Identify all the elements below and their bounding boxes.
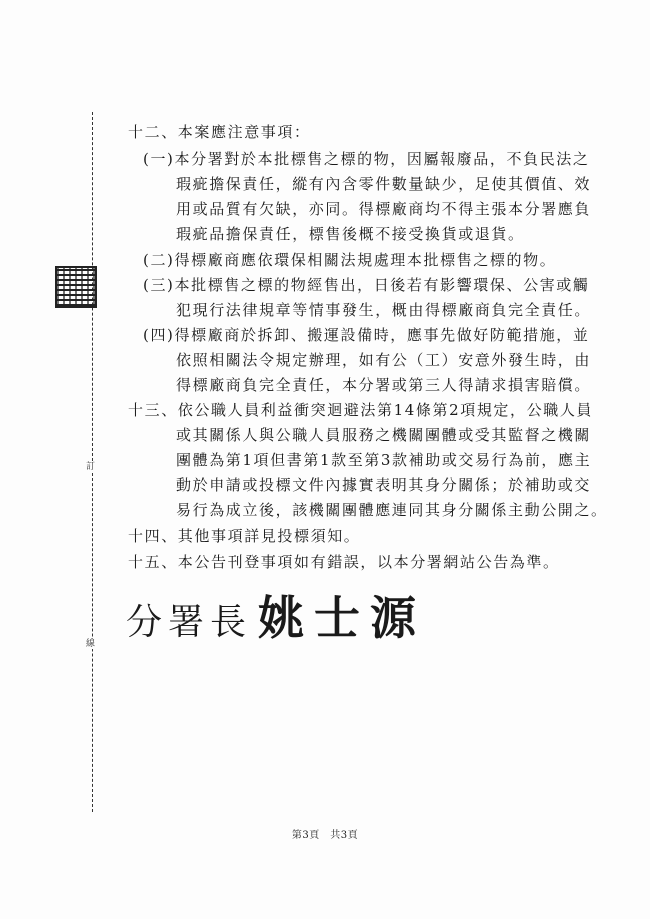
section-12-3-line-2: 犯現行法律規章等情事發生，概由得標廠商負完全責任。	[176, 301, 592, 319]
section-12-1-line-4: 瑕疵品擔保責任，標售後概不接受換貨或退貨。	[176, 225, 525, 243]
section-12-2: (二)得標廠商應依環保相關法規處理本批標售之標的物。	[143, 251, 557, 269]
seal-stamp-image	[55, 266, 97, 308]
section-12-3-line-1: (三)本批標售之標的物經售出，日後若有影響環保、公害或觸	[143, 276, 590, 294]
page-footer: 第3頁 共3頁	[291, 830, 359, 841]
section-12-1-line-3: 用或品質有欠缺，亦同。得標廠商均不得主張本分署應負	[176, 200, 592, 218]
section-12-4-line-1: (四)得標廠商於拆卸、搬運設備時，應事先做好防範措施，並	[143, 326, 590, 344]
signature-name: 姚士源	[258, 591, 427, 645]
section-12-1-line-2: 瑕疵擔保責任，縱有內含零件數量缺少，足使其價值、效	[176, 175, 592, 193]
section-14: 十四、其他事項詳見投標須知。	[128, 527, 361, 545]
section-13-line-4: 動於申請或投標文件內據實表明其身分關係；於補助或交	[176, 476, 592, 494]
section-12-title: 十二、本案應注意事項：	[128, 123, 311, 141]
binding-mark-ding: 訂	[86, 462, 96, 472]
section-13-line-1: 十三、依公職人員利益衝突迴避法第14條第2項規定，公職人員	[128, 401, 594, 419]
binding-mark-xian: 線	[86, 639, 96, 649]
section-12-4-line-2: 依照相關法令規定辦理，如有公（工）安意外發生時，由	[176, 351, 592, 369]
signature-block	[126, 582, 426, 648]
section-15: 十五、本公告刊登事項如有錯誤，以本分署網站公告為準。	[128, 553, 560, 571]
section-12-1-line-1: (一)本分署對於本批標售之標的物，因屬報廢品，不負民法之	[143, 150, 590, 168]
signature-title: 分署長	[126, 602, 253, 643]
section-13-line-2: 或其關係人與公職人員服務之機關團體或受其監督之機關	[176, 426, 592, 444]
section-13-line-5: 易行為成立後，該機關團體應連同其身分關係主動公開之。	[176, 501, 608, 519]
section-12-4-line-3: 得標廠商負完全責任，本分署或第三人得請求損害賠償。	[176, 376, 592, 394]
section-13-line-3: 團體為第1項但書第1款至第3款補助或交易行為前，應主	[176, 451, 592, 469]
